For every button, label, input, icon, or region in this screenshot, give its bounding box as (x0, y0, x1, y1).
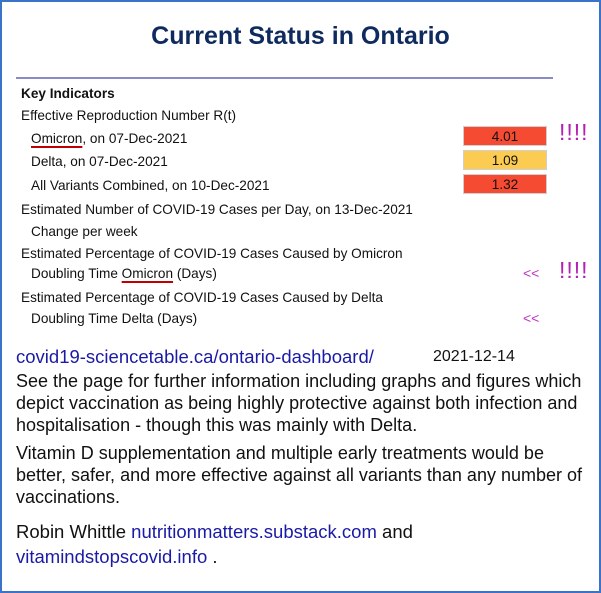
all-variants-rt-label: All Variants Combined, on 10-Dec-2021 (31, 178, 270, 193)
dashboard-link[interactable]: covid19-sciencetable.ca/ontario-dashboard/ (16, 346, 374, 367)
all-variants-rt-value: 1.32 (463, 174, 547, 194)
period: . (212, 546, 218, 567)
post-date: 2021-12-14 (433, 348, 515, 365)
second-link-line (16, 546, 218, 568)
delta-rt-value: 1.09 (463, 150, 547, 170)
author-line (16, 521, 591, 543)
exclamation-marks-doubling: !!!! (559, 257, 589, 283)
source-link[interactable] (16, 346, 374, 368)
delta-rt-label: Delta, on 07-Dec-2021 (31, 154, 168, 169)
omicron-underlined: Omicron (31, 131, 83, 146)
doubling-suffix: (Days) (173, 266, 217, 281)
arrow-marker-delta: << (523, 310, 540, 326)
omicron-rt-label (31, 131, 187, 146)
omicron-rt-value: 4.01 (463, 126, 547, 146)
substack-link[interactable]: nutritionmatters.substack.com (131, 521, 377, 542)
omicron-percentage-label: Estimated Percentage of COVID-19 Cases Caused by Omicron (21, 246, 403, 261)
rt-label: Effective Reproduction Number R(t) (21, 108, 237, 123)
table-header: Key Indicators (21, 86, 115, 101)
cases-per-day-label: Estimated Number of COVID-19 Cases per Day, on 13-Dec-2021 (21, 202, 413, 217)
arrow-marker-omicron: << (523, 265, 540, 281)
page-title: Current Status in Ontario (151, 22, 450, 50)
omicron-doubling-label (31, 266, 217, 281)
paragraph-info: See the page for further information including graphs and figures which depict vaccination as being highly protective against both infection and hospitalisation - though this was mainly with Delta. (16, 371, 582, 435)
omicron-rt-date: , on 07-Dec-2021 (82, 131, 188, 146)
vitamind-link[interactable]: vitamindstopscovid.info (16, 546, 208, 567)
delta-doubling-label: Doubling Time Delta (Days) (31, 311, 198, 326)
omicron-doubling-underlined: Omicron (121, 266, 174, 281)
and-word: and (382, 521, 413, 542)
paragraph-vitamin-d: Vitamin D supplementation and multiple early treatments would be better, safer, and more effective against all variants than any number of vaccinations. (16, 443, 582, 507)
doubling-prefix: Doubling Time (31, 266, 122, 281)
exclamation-marks: !!!! (559, 119, 589, 145)
title-divider (16, 77, 553, 79)
change-per-week-label: Change per week (31, 224, 138, 239)
delta-percentage-label: Estimated Percentage of COVID-19 Cases Caused by Delta (21, 290, 383, 305)
author-name: Robin Whittle (16, 521, 127, 542)
